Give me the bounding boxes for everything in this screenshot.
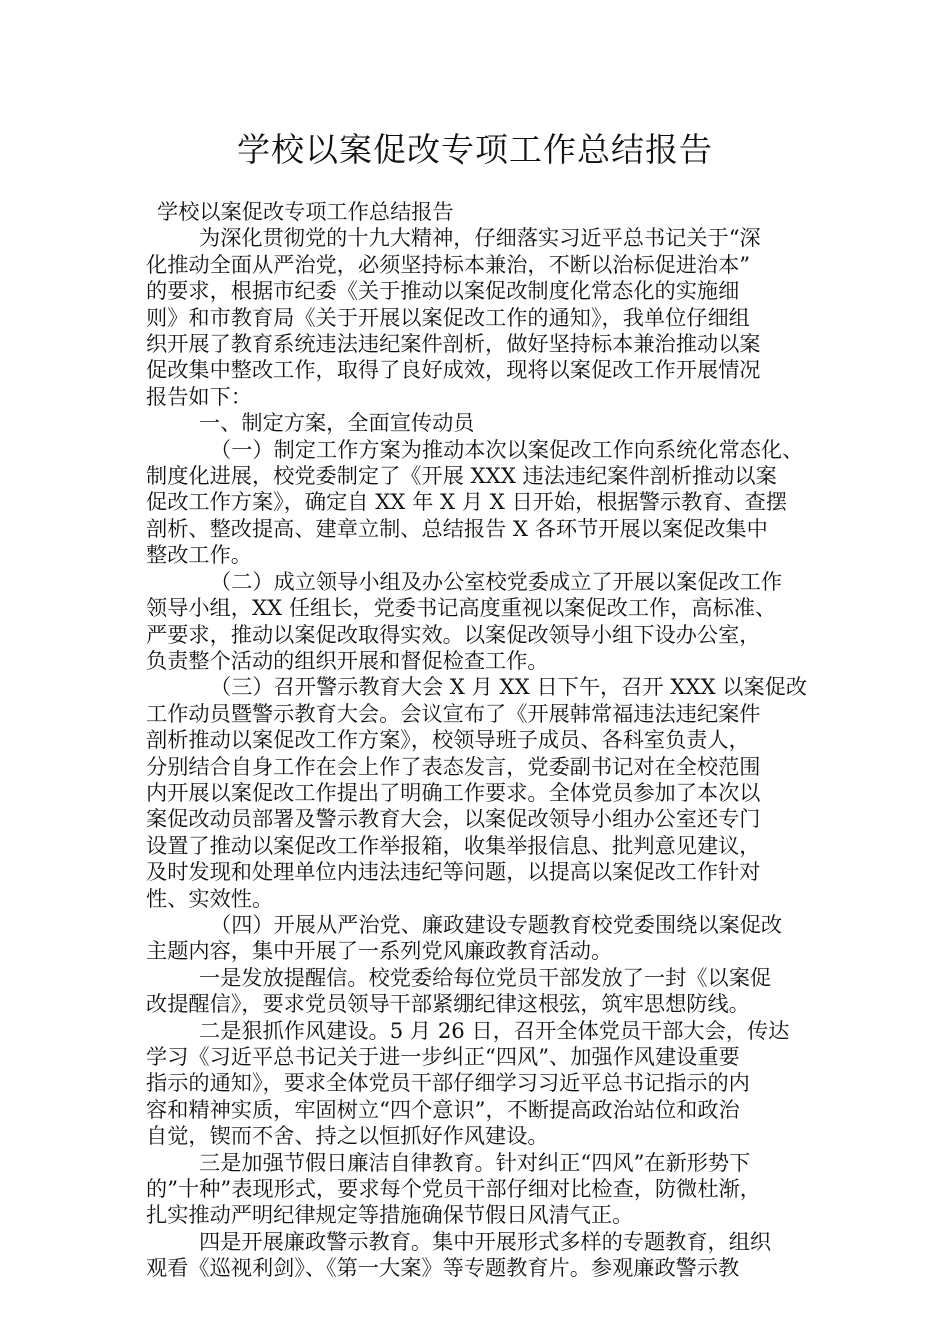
para2-line: 领导小组，XX 任组长，党委书记高度重视以案促改工作，高标准、: [146, 595, 777, 621]
para2-line: 严要求，推动以案促改取得实效。以案促改领导小组下设办公室，: [146, 621, 761, 647]
para3-line: 性、实效性。: [146, 885, 274, 911]
para3-line: 工作动员暨警示教育大会。会议宣布了《开展韩常福违法违纪案件: [146, 700, 761, 726]
item1-line: 一是发放提醒信。校党委给每位党员干部发放了一封《以案促: [199, 964, 772, 990]
intro-line: 报告如下：: [146, 383, 252, 409]
item2-line: 学习《习近平总书记关于进一步纠正“四风”、加强作风建设重要: [146, 1044, 740, 1069]
para4-line: 主题内容，集中开展了一系列党风廉政教育活动。: [146, 938, 613, 964]
item1-line: 改提醒信》，要求党员领导干部紧绷纪律这根弦，筑牢思想防线。: [146, 991, 750, 1017]
para2-line: （二）成立领导小组及办公室校党委成立了开展以案促改工作: [210, 568, 783, 594]
item2-line: 指示的通知》，要求全体党员干部仔细学习习近平总书记指示的内: [146, 1070, 750, 1096]
para1-line: 剖析、整改提高、建章立制、总结报告 X 各环节开展以案促改集中: [146, 515, 768, 541]
intro-line: 的要求，根据市纪委《关于推动以案促改制度化常态化的实施细: [146, 278, 740, 304]
item3-line: 的”十种”表现形式，要求每个党员干部仔细对比检查，防微杜渐，: [146, 1176, 761, 1202]
document-title: 学校以案促改专项工作总结报告: [237, 130, 713, 169]
para1-line: 制度化进展，校党委制定了《开展 XXX 违法违纪案件剖析推动以案: [146, 463, 777, 489]
para3-line: （三）召开警示教育大会 X 月 XX 日下午，召开 XXX 以案促改: [210, 674, 808, 700]
item2-line: 二是狠抓作风建设。5 月 26 日，召开全体党员干部大会，传达: [199, 1017, 790, 1043]
document-body: [146, 199, 826, 1282]
intro-line: 促改集中整改工作，取得了良好成效，现将以案促改工作开展情况: [146, 357, 761, 383]
item2-line: 容和精神实质，牢固树立“四个意识”，不断提高政治站位和政治: [146, 1096, 740, 1122]
para3-line: 分别结合自身工作在会上作了表态发言，党委副书记对在全校范围: [146, 753, 761, 779]
item4-line: 四是开展廉政警示教育。集中开展形式多样的专题教育，组织: [199, 1228, 772, 1254]
para3-line: 及时发现和处理单位内违法违纪等问题，以提高以案促改工作针对: [146, 859, 761, 885]
para4-line: （四）开展从严治党、廉政建设专题教育校党委围绕以案促改: [210, 911, 783, 937]
item3-line: 三是加强节假日廉洁自律教育。针对纠正“四风”在新形势下: [199, 1149, 751, 1175]
para1-line: 促改工作方案》，确定自 XX 年 X 月 X 日开始，根据警示教育、查摆: [146, 489, 788, 515]
intro-line: 则》和市教育局《关于开展以案促改工作的通知》，我单位仔细组: [146, 304, 750, 330]
para1-line: （一）制定工作方案为推动本次以案促改工作向系统化常态化、: [210, 436, 804, 462]
intro-line: 化推动全面从严治党，必须坚持标本兼治，不断以治标促进治本”: [146, 251, 751, 277]
section-heading: 一、制定方案，全面宣传动员: [199, 410, 475, 436]
para2-line: 负责整个活动的组织开展和督促检查工作。: [146, 647, 549, 673]
para3-line: 案促改动员部署及警示教育大会，以案促改领导小组办公室还专门: [146, 806, 761, 832]
intro-line: 织开展了教育系统违法违纪案件剖析，做好坚持标本兼治推动以案: [146, 331, 761, 357]
para3-line: 内开展以案促改工作提出了明确工作要求。全体党员参加了本次以: [146, 779, 761, 805]
item2-line: 自觉，锲而不舍、持之以恒抓好作风建设。: [146, 1123, 549, 1149]
item4-line: 观看《巡视利剑》、《第一大案》等专题教育片。参观廉政警示教: [146, 1255, 740, 1281]
item3-line: 扎实推动严明纪律规定等措施确保节假日风清气正。: [146, 1202, 634, 1228]
para3-line: 剖析推动以案促改工作方案》，校领导班子成员、各科室负责人，: [146, 727, 750, 753]
para3-line: 设置了推动以案促改工作举报箱，收集举报信息、批判意见建议，: [146, 832, 761, 858]
para1-line: 整改工作。: [146, 542, 252, 568]
document-subtitle: 学校以案促改专项工作总结报告: [157, 199, 454, 224]
intro-line: 为深化贯彻党的十九大精神，仔细落实习近平总书记关于“深: [199, 225, 761, 251]
